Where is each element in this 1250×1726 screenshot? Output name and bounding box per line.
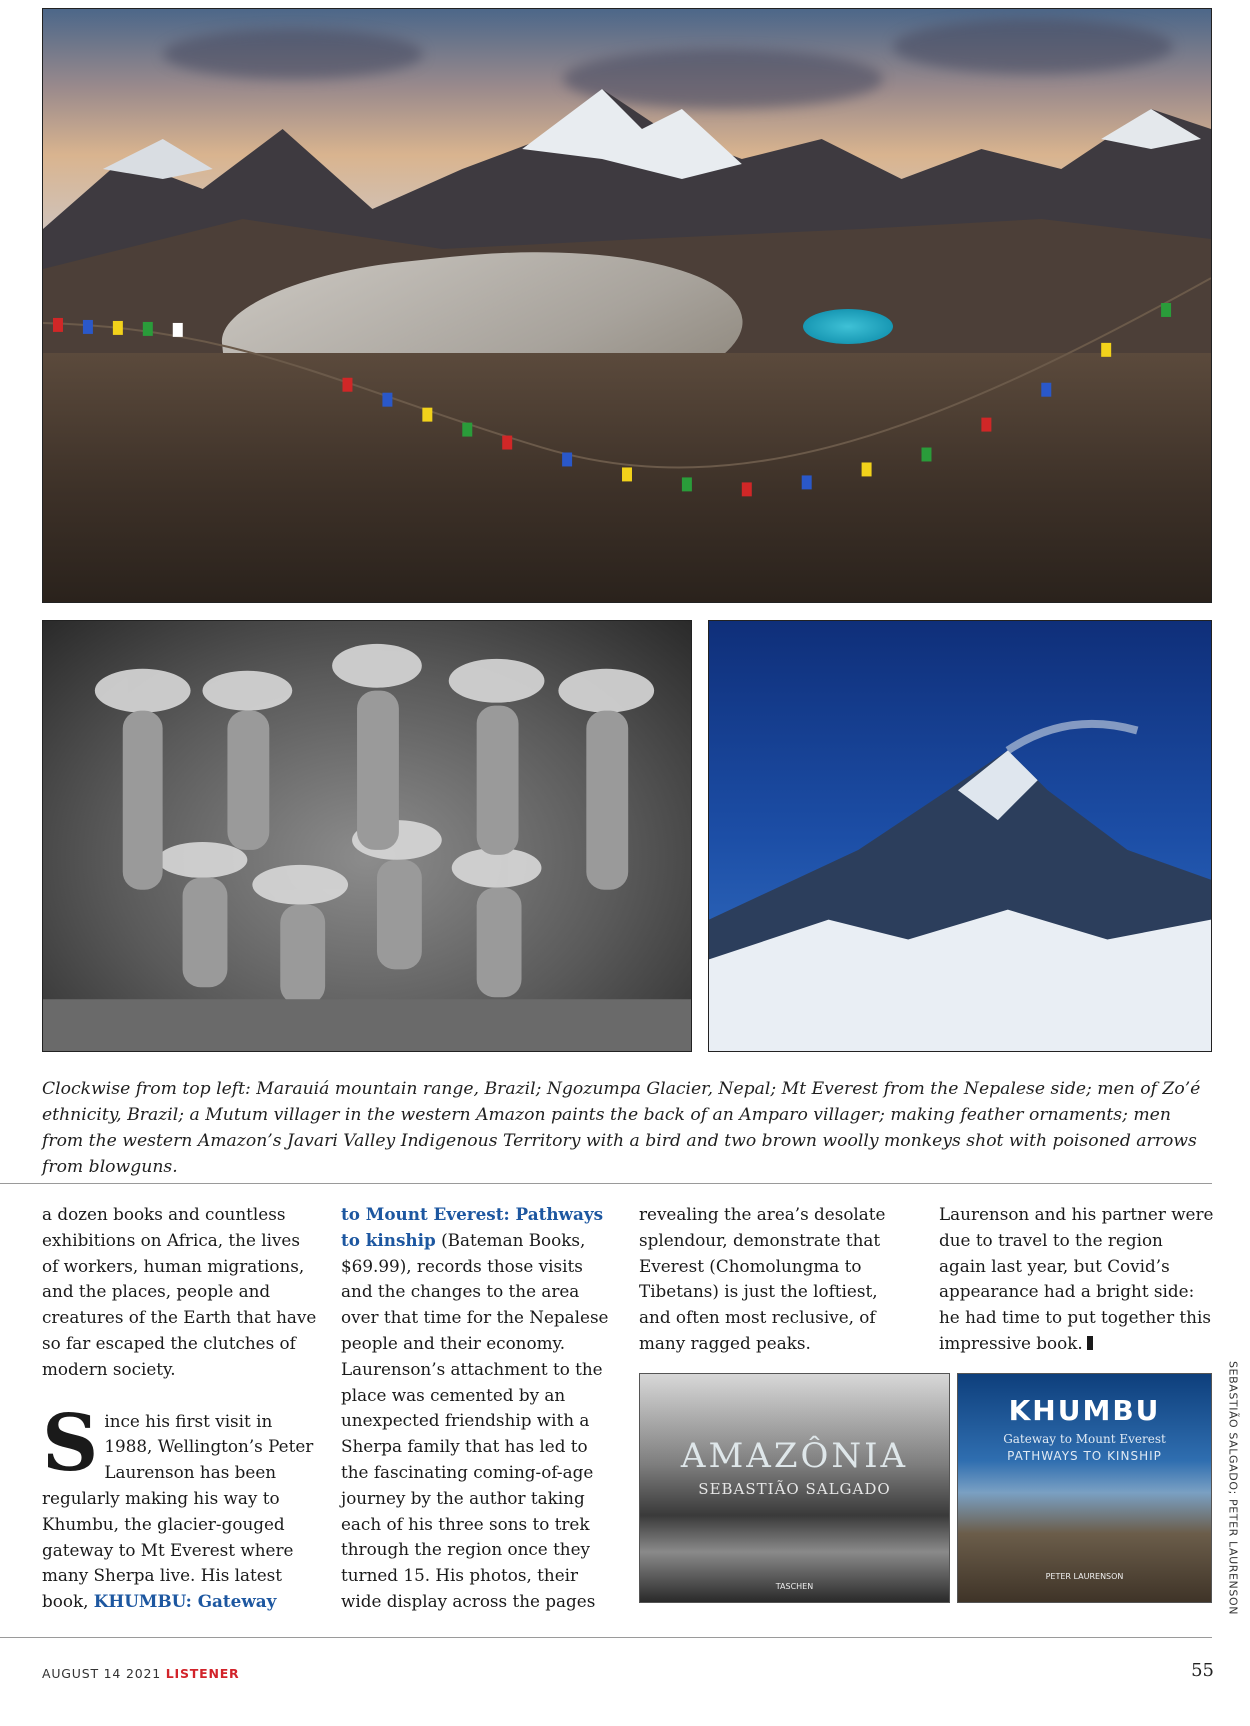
everest-peak <box>709 621 1211 1051</box>
article-column-1 <box>42 1202 317 1615</box>
book-title-link[interactable]: KHUMBU: Gateway <box>93 1591 277 1612</box>
article-column-2 <box>341 1202 616 1615</box>
photo-mt-everest <box>708 620 1212 1052</box>
issue-date: AUGUST 14 2021 <box>42 1666 161 1681</box>
paragraph: a dozen books and countless exhibitions on Africa, the lives of workers, human migrations, and the places, people and creatures of the Earth that have so far escaped the clutches of modern society. <box>42 1204 317 1379</box>
paragraph <box>341 1202 616 1615</box>
book-author: SEBASTIÃO SALGADO <box>698 1480 891 1498</box>
article-column-4 <box>939 1202 1214 1357</box>
book-cover-amazonia <box>639 1373 950 1603</box>
book-author: PETER LAURENSON <box>1045 1572 1124 1581</box>
book-tagline: PATHWAYS TO KINSHIP <box>1007 1449 1162 1463</box>
divider-top <box>0 1183 1212 1184</box>
book-publisher: TASCHEN <box>775 1582 814 1591</box>
book-cover-khumbu <box>957 1373 1212 1603</box>
paragraph-text: Laurenson and his partner were due to travel to the region again last year, but Covid’s appearance had a bright side: he had time to put together this impressive book. <box>939 1204 1214 1353</box>
photo-zoe-men <box>42 620 692 1052</box>
photo-caption: Clockwise from top left: Marauiá mountain range, Brazil; Ngozumpa Glacier, Nepal; Mt Everest from the Nepalese side; men of Zo’é ethnicity, Brazil; a Mutum villager in the western Amazon paints the back of an Amparo villager; making feather ornaments; men from the western Amazon’s Javari Valley Indigenous Territory with a bird and two brown woolly monkeys shot with poisoned arrows from blowguns. <box>42 1079 1201 1177</box>
end-mark <box>1087 1336 1093 1350</box>
drop-cap: S <box>42 1397 99 1489</box>
tribe-figures <box>43 621 691 1051</box>
divider-bottom <box>0 1637 1212 1638</box>
paragraph <box>939 1202 1214 1357</box>
paragraph <box>42 1397 317 1615</box>
footer-issue <box>42 1666 239 1681</box>
photo-credit-text: SEBASTIÃO SALGADO; PETER LAURENSON <box>1226 1360 1240 1616</box>
photo-credit <box>1226 1360 1240 1616</box>
magazine-brand: LISTENER <box>165 1666 240 1681</box>
paragraph-text: ince his first visit in 1988, Wellington’s Peter Laurenson has been regularly making his way to Khumbu, the glacier-gouged gateway to Mt Everest where many Sherpa live. His latest book, <box>42 1410 314 1612</box>
article-column-3 <box>639 1202 914 1357</box>
page-number: 55 <box>1191 1660 1214 1681</box>
paragraph: revealing the area’s desolate splendour, demonstrate that Everest (Chomolungma to Tibetans) is just the loftiest, and often most reclusive, of many ragged peaks. <box>639 1204 886 1353</box>
book-title: KHUMBU <box>1008 1394 1161 1427</box>
book-subtitle: Gateway to Mount Everest <box>1003 1432 1166 1446</box>
book-title: AMAZÔNIA <box>680 1436 909 1476</box>
book-title-link[interactable]: to Mount Everest: Pathways to kinship <box>341 1204 604 1250</box>
prayer-flags <box>43 9 1211 602</box>
paragraph-text: (Bateman Books, $69.99), records those visits and the changes to the area over that time for the Nepalese people and their economy. Laurenson’s attachment to the place was cemented by an unexpected friendship with a Sherpa family that has led to the fascinating coming-of-age journey by the author taking each of his three sons to trek through the region once they turned 15. His photos, their wide display across the pages <box>341 1229 609 1611</box>
photo-ngozumpa-glacier <box>42 8 1212 603</box>
